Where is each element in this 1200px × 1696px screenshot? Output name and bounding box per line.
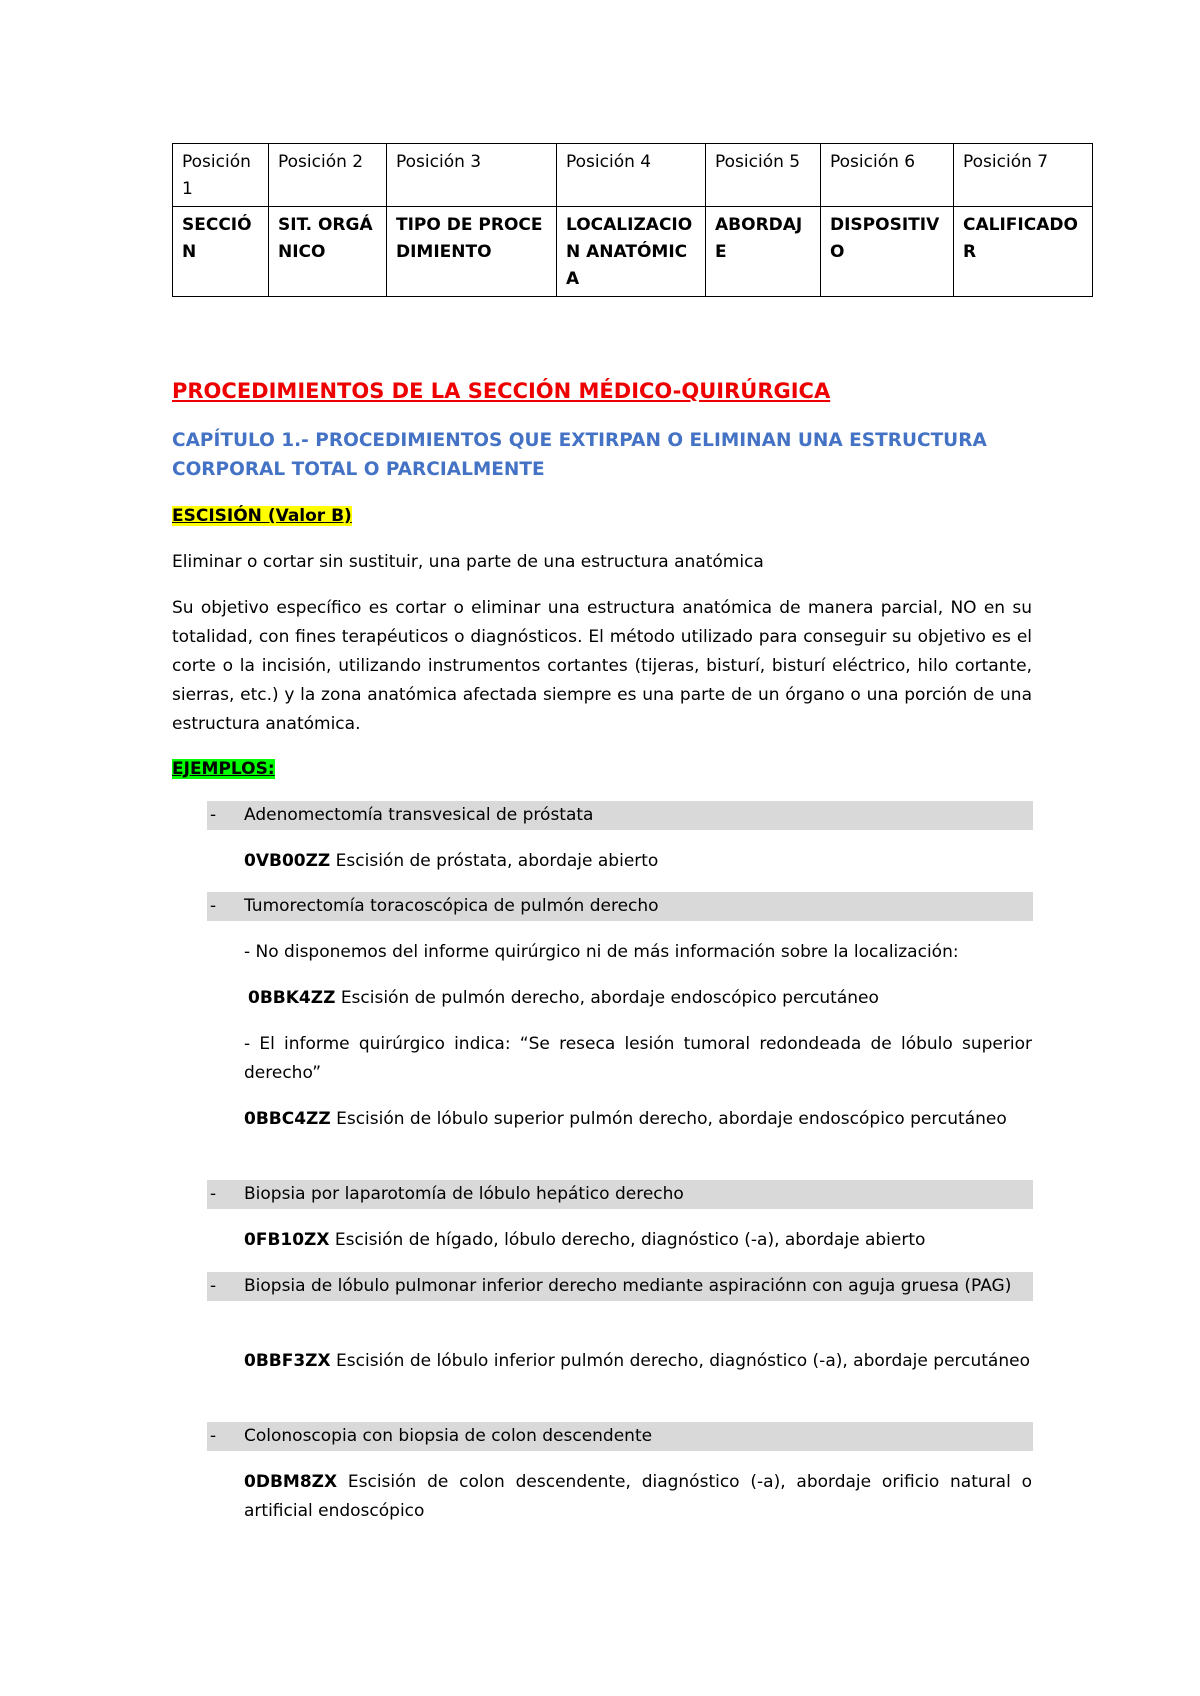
example-code-line bbox=[244, 847, 1032, 876]
section-heading: ESCISIÓN (Valor B) bbox=[172, 506, 352, 526]
example-item bbox=[207, 1272, 1033, 1301]
example-note: - El informe quirúrgico indica: “Se reseca lesión tumoral redondeada de lóbulo superior derecho” bbox=[244, 1034, 1032, 1083]
example-code-line bbox=[244, 1226, 1032, 1255]
example-title: Biopsia por laparotomía de lóbulo hepático derecho bbox=[244, 1184, 684, 1204]
section-description: Su objetivo específico es cortar o eliminar una estructura anatómica de manera parcial, NO en su totalidad, con fines terapéuticos o diagnósticos. El método utilizado para conseguir su objetivo es el corte o la incisión, utilizando instrumentos cortantes (tijeras, bisturí, bisturí eléctrico, hilo cortante, sierras, etc.) y la zona anatómica afectada siempre es una parte de un órgano o una porción de una estructura anatómica. bbox=[172, 598, 1032, 734]
position-header-cell: Posición 3 bbox=[387, 144, 557, 207]
section-definition: Eliminar o cortar sin sustituir, una parte de una estructura anatómica bbox=[172, 552, 764, 572]
position-name-cell: ABORDAJE bbox=[706, 207, 821, 297]
procedure-description: Escisión de lóbulo superior pulmón derecho, abordaje endoscópico percutáneo bbox=[336, 1109, 1007, 1129]
main-title: PROCEDIMIENTOS DE LA SECCIÓN MÉDICO-QUIRÚRGICA bbox=[172, 379, 831, 403]
procedure-description: Escisión de colon descendente, diagnóstico (-a), abordaje orificio natural o artificial endoscópico bbox=[244, 1472, 1032, 1521]
example-title: Colonoscopia con biopsia de colon descendente bbox=[244, 1426, 653, 1446]
procedure-code: 0FB10ZX bbox=[244, 1230, 330, 1250]
position-name-cell: TIPO DE PROCEDIMIENTO bbox=[387, 207, 557, 297]
position-header-cell: Posición 4 bbox=[557, 144, 706, 207]
procedure-code: 0BBC4ZZ bbox=[244, 1109, 331, 1129]
position-name-cell: SIT. ORGÁNICO bbox=[269, 207, 387, 297]
example-title: Biopsia de lóbulo pulmonar inferior derecho mediante aspiraciónn con aguja gruesa (PAG) bbox=[244, 1276, 1012, 1296]
position-header-row bbox=[173, 144, 1093, 207]
examples-heading-line bbox=[172, 755, 1032, 784]
position-header-cell: Posición 1 bbox=[173, 144, 269, 207]
position-table bbox=[172, 143, 1093, 297]
bullet-dash: - bbox=[210, 1184, 217, 1204]
example-item bbox=[207, 1422, 1033, 1451]
section-heading-line bbox=[172, 502, 1032, 531]
procedure-code: 0BBK4ZZ bbox=[248, 988, 336, 1008]
bullet-dash: - bbox=[210, 1426, 217, 1446]
procedure-code: 0BBF3ZX bbox=[244, 1351, 331, 1371]
example-item bbox=[207, 892, 1033, 921]
example-code-line bbox=[248, 984, 1036, 1013]
examples-heading: EJEMPLOS: bbox=[172, 759, 275, 779]
procedure-code: 0VB00ZZ bbox=[244, 851, 331, 871]
example-title: Tumorectomía toracoscópica de pulmón derecho bbox=[244, 896, 659, 916]
example-item bbox=[207, 801, 1033, 830]
bullet-dash: - bbox=[210, 805, 217, 825]
position-name-cell: CALIFICADOR bbox=[954, 207, 1093, 297]
position-name-cell: LOCALIZACION ANATÓMICA bbox=[557, 207, 706, 297]
position-name-cell: SECCIÓN bbox=[173, 207, 269, 297]
position-header-cell: Posición 6 bbox=[821, 144, 954, 207]
procedure-description: Escisión de próstata, abordaje abierto bbox=[335, 851, 659, 871]
position-name-cell: DISPOSITIVO bbox=[821, 207, 954, 297]
position-header-cell: Posición 7 bbox=[954, 144, 1093, 207]
example-code-line bbox=[244, 1468, 1032, 1526]
position-header-cell: Posición 2 bbox=[269, 144, 387, 207]
procedure-code: 0DBM8ZX bbox=[244, 1472, 338, 1492]
example-code-line bbox=[244, 1347, 1032, 1376]
procedure-description: Escisión de lóbulo inferior pulmón derecho, diagnóstico (-a), abordaje percutáneo bbox=[336, 1351, 1030, 1371]
example-note: - No disponemos del informe quirúrgico ni de más información sobre la localización: bbox=[244, 942, 959, 962]
example-title: Adenomectomía transvesical de próstata bbox=[244, 805, 594, 825]
procedure-description: Escisión de pulmón derecho, abordaje endoscópico percutáneo bbox=[340, 988, 879, 1008]
bullet-dash: - bbox=[210, 896, 217, 916]
example-item bbox=[207, 1180, 1033, 1209]
position-name-row bbox=[173, 207, 1093, 297]
example-code-line bbox=[244, 1105, 1032, 1134]
procedure-description: Escisión de hígado, lóbulo derecho, diagnóstico (-a), abordaje abierto bbox=[334, 1230, 926, 1250]
position-header-cell: Posición 5 bbox=[706, 144, 821, 207]
chapter-heading: CAPÍTULO 1.- PROCEDIMIENTOS QUE EXTIRPAN O ELIMINAN UNA ESTRUCTURA CORPORAL TOTAL O PARCIALMENTE bbox=[172, 430, 987, 480]
bullet-dash: - bbox=[210, 1276, 217, 1296]
